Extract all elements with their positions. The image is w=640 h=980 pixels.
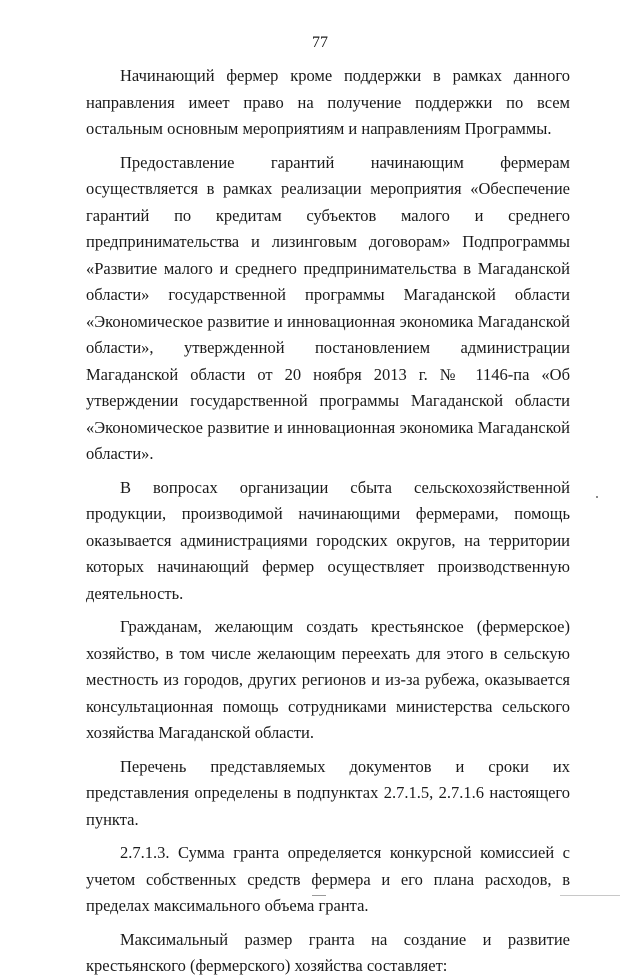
scan-mark-bottom-right: [560, 895, 620, 896]
page-number: 77: [312, 34, 328, 51]
paragraph-6: 2.7.1.3. Сумма гранта определяется конкурсной комиссией с учетом собственных средств фермера и его плана расходов, в пределах максимального объема гранта.: [86, 843, 570, 915]
document-body: [86, 63, 570, 980]
paragraph-7: Максимальный размер гранта на создание и развитие крестьянского (фермерского) хозяйства составляет:: [86, 929, 570, 975]
paragraph-4: Гражданам, желающим создать крестьянское (фермерское) хозяйство, в том числе желающим переехать для этого в сельскую местность из городов, других регионов и из-за рубежа, оказывается консультационная помощь сотрудниками министерства сельского хозяйства Магаданской области.: [86, 617, 570, 742]
scan-mark-bottom-left: [312, 895, 326, 896]
paragraph-3: В вопросах организации сбыта сельскохозяйственной продукции, производимой начинающими фермерами, помощь оказывается администрациями городских округов, на территории которых начинающий фермер осуществляет производственную деятельность.: [86, 477, 570, 603]
paragraph-2: Предоставление гарантий начинающим фермерам осуществляется в рамках реализации мероприятия «Обеспечение гарантий по кредитам субъектов малого и среднего предпринимательства и лизинговым договорам» Подпрограммы «Развитие малого и среднего предпринимательства в Магаданской области» государственной программы Магаданской области «Экономическое развитие и инновационная экономика Магаданской области», утвержденной постановлением администрации Магаданской области от 20 ноября 2013 г. № 1146-па «Об утверждении государственной программы Магаданской области «Экономическое развитие и инновационная экономика Магаданской области».: [86, 152, 570, 463]
paragraph-1: Начинающий фермер кроме поддержки в рамках данного направления имеет право на получение поддержки по всем остальным основным мероприятиям и направлениям Программы.: [86, 66, 570, 138]
paragraph-5: Перечень представляемых документов и сроки их представления определены в подпунктах 2.7.1.5, 2.7.1.6 настоящего пункта.: [86, 756, 570, 829]
scan-mark-right-edge: [596, 496, 598, 498]
